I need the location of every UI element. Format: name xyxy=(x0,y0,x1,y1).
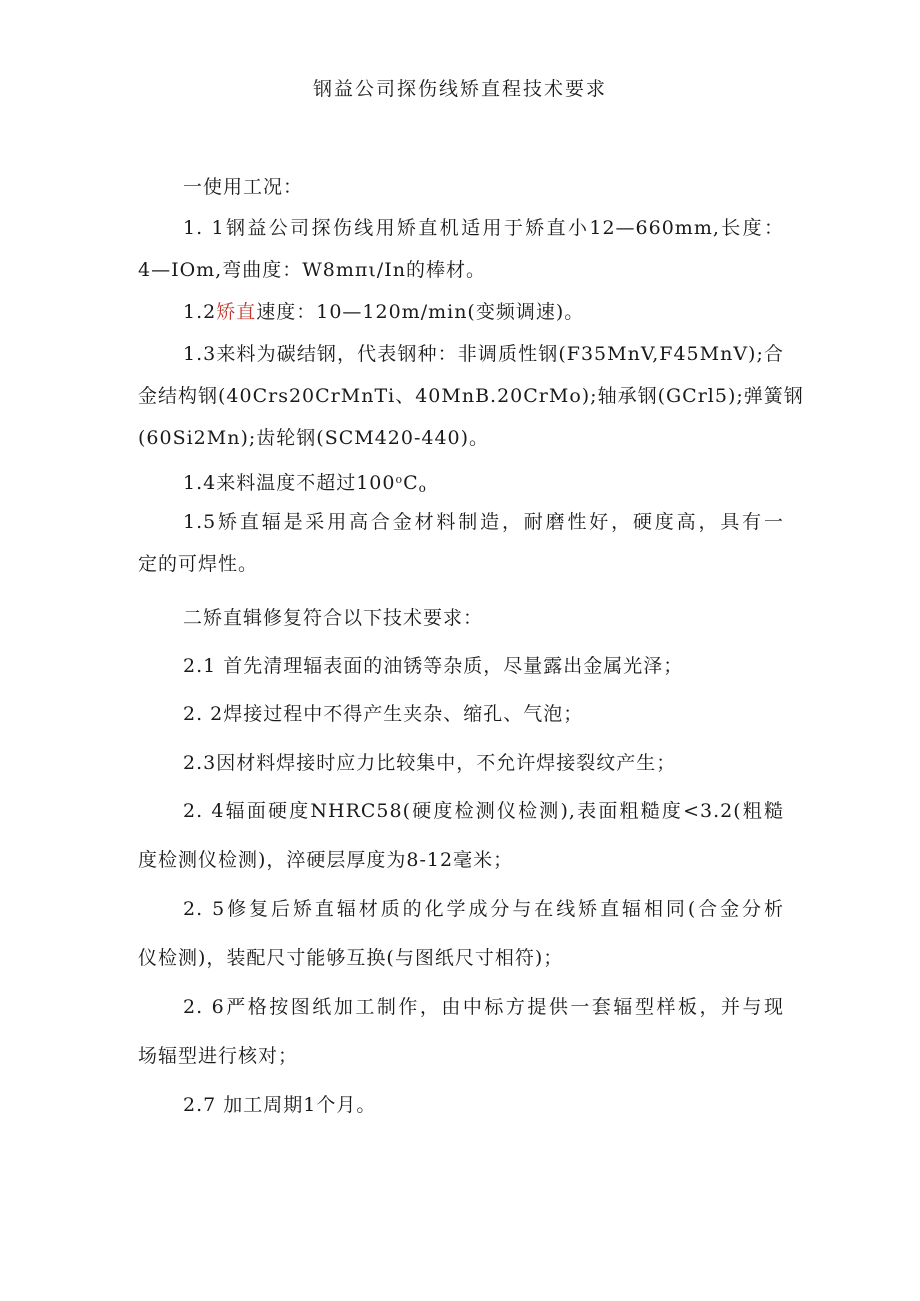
paragraph-1-3-line-3: (60Si2Mn);齿轮钢(SCM420-440)。 xyxy=(138,427,490,449)
paragraph-2-5-line-1: 2. 5修复后矫直辐材质的化学成分与在线矫直辐相同(合金分析 xyxy=(183,898,784,920)
paragraph-2-1: 2.1 首先清理辐表面的油锈等杂质，尽量露出金属光泽； xyxy=(183,655,684,677)
paragraph-1-5-line-2: 定的可焊性。 xyxy=(138,553,259,575)
celsius-letter: C xyxy=(403,472,419,494)
paragraph-2-6-line-2: 场辐型进行核对； xyxy=(138,1045,299,1067)
paragraph-1-3-line-2: 金结构钢(40Crs20CrMnTi、40MnB.20CrMo);轴承钢(GCrl5);弹簧钢 xyxy=(138,385,804,407)
paragraph-1-2-number: 1.2 xyxy=(183,301,217,323)
paragraph-1-2 xyxy=(183,300,584,324)
highlighted-term: 矫直 xyxy=(216,301,257,323)
paragraph-2-4-line-2: 度检测仪检测)，淬硬层厚度为8-12毫米； xyxy=(138,849,514,871)
document-title: 钢益公司探伤线矫直程技术要求 xyxy=(312,78,607,100)
paragraph-2-5-line-2: 仪检测)，装配尺寸能够互换(与图纸尺寸相符)； xyxy=(138,947,564,969)
trailing-subscript: o xyxy=(418,481,427,495)
paragraph-2-4-line-1: 2. 4辐面硬度NHRC58(硬度检测仪检测),表面粗糙度<3.2(粗糙 xyxy=(183,800,784,822)
section-1-heading: 一使用工况： xyxy=(183,176,304,198)
paragraph-1-3-line-1: 1.3来料为碳结钢，代表钢种：非调质性钢(F35MnV,F45MnV);合 xyxy=(183,343,784,365)
paragraph-1-1-line-2: 4—IOm,弯曲度：W8mπι/In的棒材。 xyxy=(138,259,486,281)
paragraph-2-2: 2. 2焊接过程中不得产生夹杂、缩孔、气泡； xyxy=(183,703,584,725)
paragraph-2-3: 2.3因材料焊接时应力比较集中，不允许焊接裂纹产生； xyxy=(183,752,677,774)
section-2-heading: 二矫直辑修复符合以下技术要求： xyxy=(183,607,484,629)
paragraph-2-6-line-1: 2. 6严格按图纸加工制作，由中标方提供一套辐型样板，并与现 xyxy=(183,996,784,1018)
paragraph-2-7: 2.7 加工周期1个月。 xyxy=(183,1094,377,1116)
paragraph-1-5-line-1: 1.5矫直辐是采用高合金材料制造，耐磨性好，硬度高，具有一 xyxy=(183,511,784,533)
degree-mark: o xyxy=(395,473,404,486)
paragraph-1-2-text: 速度：10—120m/min(变频调速)。 xyxy=(256,301,585,323)
paragraph-1-4 xyxy=(183,468,427,500)
paragraph-1-1-line-1: 1. 1钢益公司探伤线用矫直机适用于矫直小12—660mm,长度： xyxy=(183,217,784,239)
paragraph-1-4-text: 1.4来料温度不超过100 xyxy=(183,472,396,494)
